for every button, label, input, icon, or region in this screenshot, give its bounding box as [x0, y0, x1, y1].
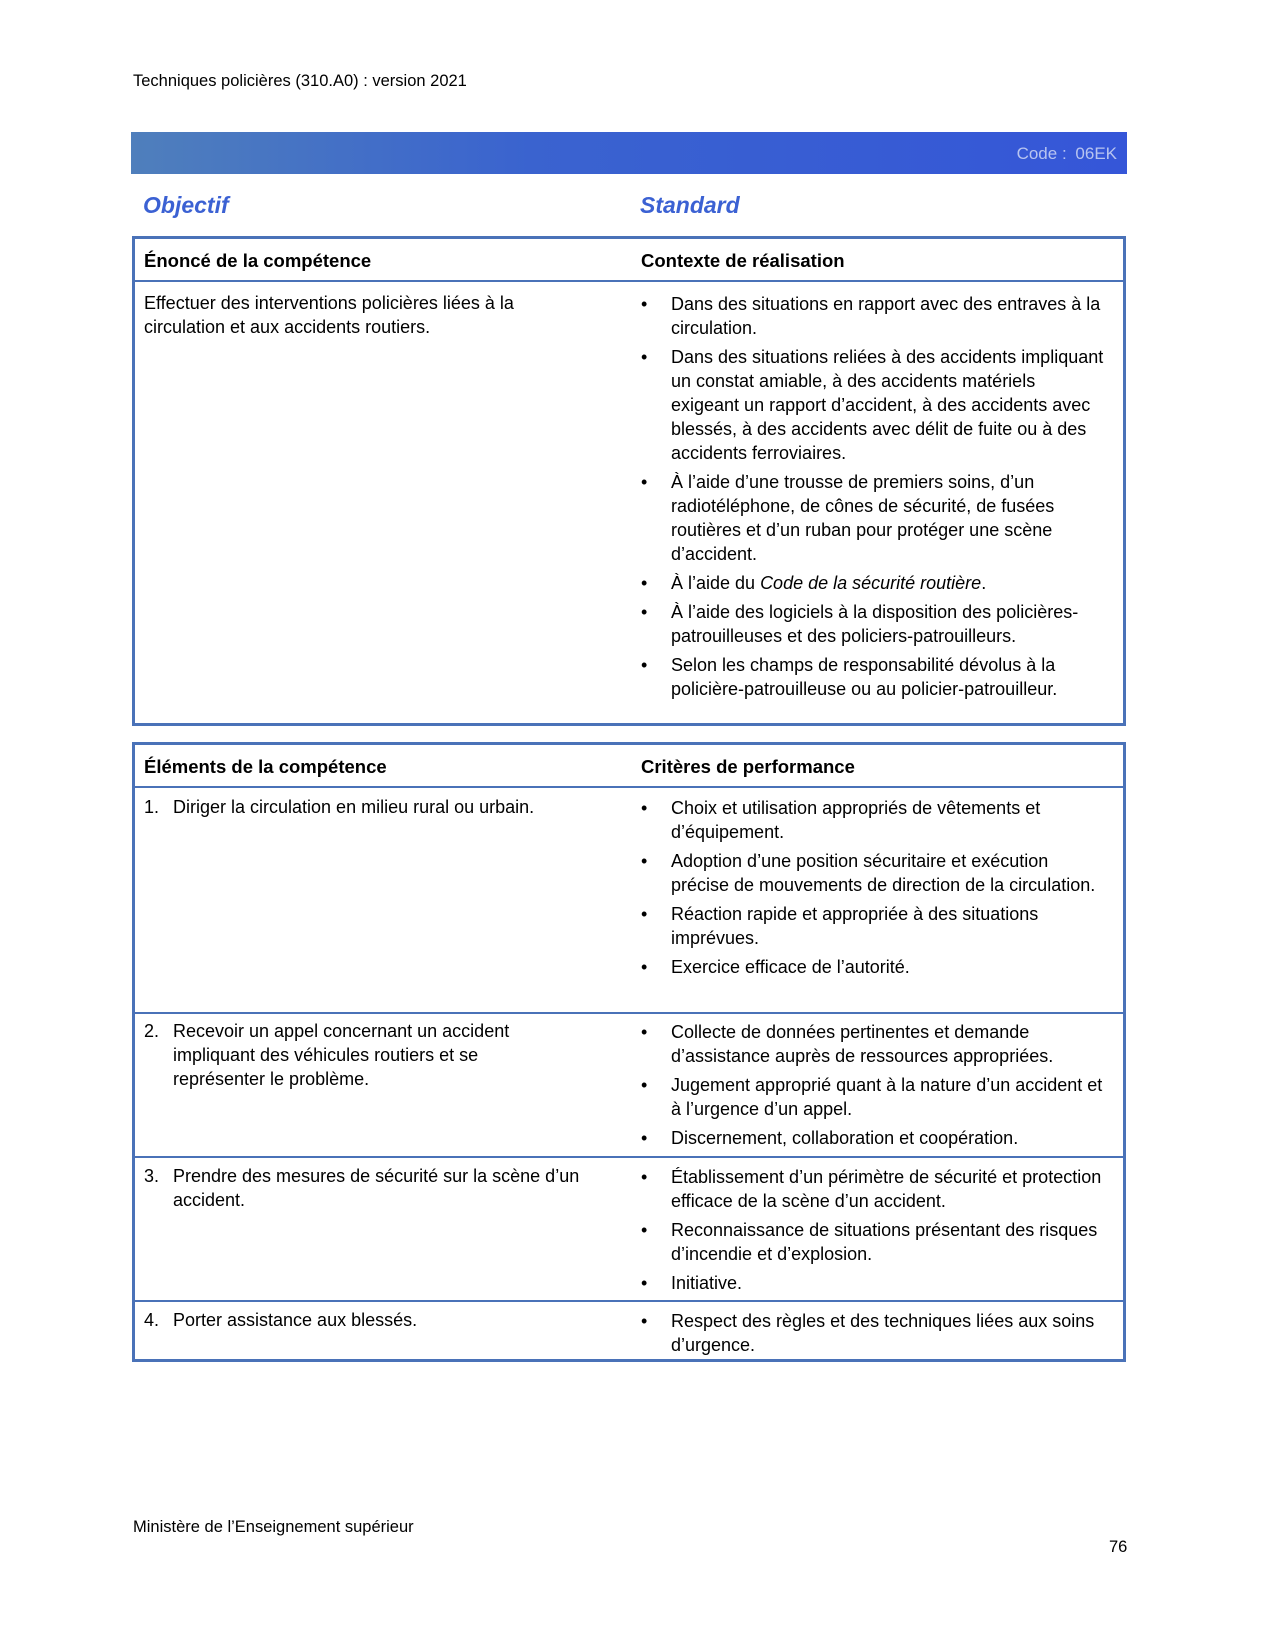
contexte-list [641, 292, 1107, 706]
list-item: • Réaction rapide et appropriée à des situations imprévues. [641, 902, 1107, 950]
code-ref-suffix: . [981, 573, 987, 593]
element-text: Diriger la circulation en milieu rural ou urbain. [173, 797, 535, 817]
element-row-2 [144, 1019, 574, 1091]
element-number: 1. [144, 797, 160, 817]
code-ref-title: Code de la sécurité routière [760, 573, 982, 593]
criteres-heading: Critères de performance [641, 756, 855, 777]
list-item: • À l’aide d’une trousse de premiers soins, d’un radiotéléphone, de cônes de sécurité, de fusées routières et d’un ruban pour protéger une scène d’accident. [641, 470, 1107, 566]
list-item [641, 571, 1107, 595]
elements-heading: Éléments de la compétence [144, 756, 387, 777]
criteria-list-2 [641, 1020, 1107, 1155]
enonce-heading: Énoncé de la compétence [144, 250, 372, 271]
list-item: • Selon les champs de responsabilité dévolus à la policière-patrouilleuse ou au policier-patrouilleur. [641, 653, 1107, 701]
code-label: Code : [1016, 144, 1067, 163]
enonce-text: Effectuer des interventions policières liées à la circulation et aux accidents routiers. [144, 293, 514, 337]
criteria-list-3 [641, 1165, 1107, 1300]
element-number: 3. [144, 1166, 160, 1186]
enonce-table [132, 236, 1126, 726]
list-item: • Adoption d’une position sécuritaire et exécution précise de mouvements de direction de la circulation. [641, 849, 1107, 897]
row-divider [135, 1156, 1123, 1158]
list-item: • Respect des règles et des techniques liées aux soins d’urgence. [641, 1309, 1107, 1357]
standard-title: Standard [640, 192, 740, 218]
list-item: • Collecte de données pertinentes et demande d’assistance auprès de ressources appropriées. [641, 1020, 1107, 1068]
list-item: • Exercice efficace de l’autorité. [641, 955, 1107, 979]
criteria-list-1 [641, 796, 1107, 984]
element-number: 2. [144, 1021, 160, 1041]
contexte-heading: Contexte de réalisation [641, 250, 845, 271]
list-item: • Discernement, collaboration et coopération. [641, 1126, 1107, 1150]
list-item: • Établissement d’un périmètre de sécurité et protection efficace de la scène d’un accident. [641, 1165, 1107, 1213]
element-number: 4. [144, 1310, 160, 1330]
list-item: • À l’aide des logiciels à la disposition des policières-patrouilleuses et des policiers-patrouilleurs. [641, 600, 1107, 648]
code-bar [131, 132, 1127, 174]
row-divider [135, 1300, 1123, 1302]
competency-code [1013, 144, 1117, 164]
list-item: • Dans des situations reliées à des accidents impliquant un constat amiable, à des accidents matériels exigeant un rapport d’accident, à des accidents avec blessés, à des accidents avec délit de fuite ou à des accidents ferroviaires. [641, 345, 1107, 465]
code-value: 06EK [1075, 144, 1117, 163]
page-number: 76 [1109, 1538, 1128, 1556]
element-row-4 [144, 1308, 604, 1332]
code-ref-prefix: À l’aide du [671, 573, 761, 593]
list-item: • Jugement approprié quant à la nature d’un accident et à l’urgence d’un appel. [641, 1073, 1107, 1121]
objectif-title: Objectif [143, 192, 229, 218]
row-divider [135, 1012, 1123, 1014]
list-item: • Dans des situations en rapport avec des entraves à la circulation. [641, 292, 1107, 340]
document-header: Techniques policières (310.A0) : version 2021 [133, 72, 467, 90]
footer-ministry: Ministère de l’Enseignement supérieur [133, 1518, 414, 1536]
criteria-list-4 [641, 1309, 1107, 1362]
list-item: • Choix et utilisation appropriés de vêtements et d’équipement. [641, 796, 1107, 844]
element-row-1 [144, 795, 604, 819]
element-row-3 [144, 1164, 594, 1212]
list-item: • Reconnaissance de situations présentant des risques d’incendie et d’explosion. [641, 1218, 1107, 1266]
elements-table [132, 742, 1126, 1362]
element-text: Recevoir un appel concernant un accident impliquant des véhicules routiers et se représenter le problème. [173, 1021, 510, 1089]
list-item: • Initiative. [641, 1271, 1107, 1295]
element-text: Porter assistance aux blessés. [173, 1310, 418, 1330]
element-text: Prendre des mesures de sécurité sur la scène d’un accident. [173, 1166, 580, 1210]
